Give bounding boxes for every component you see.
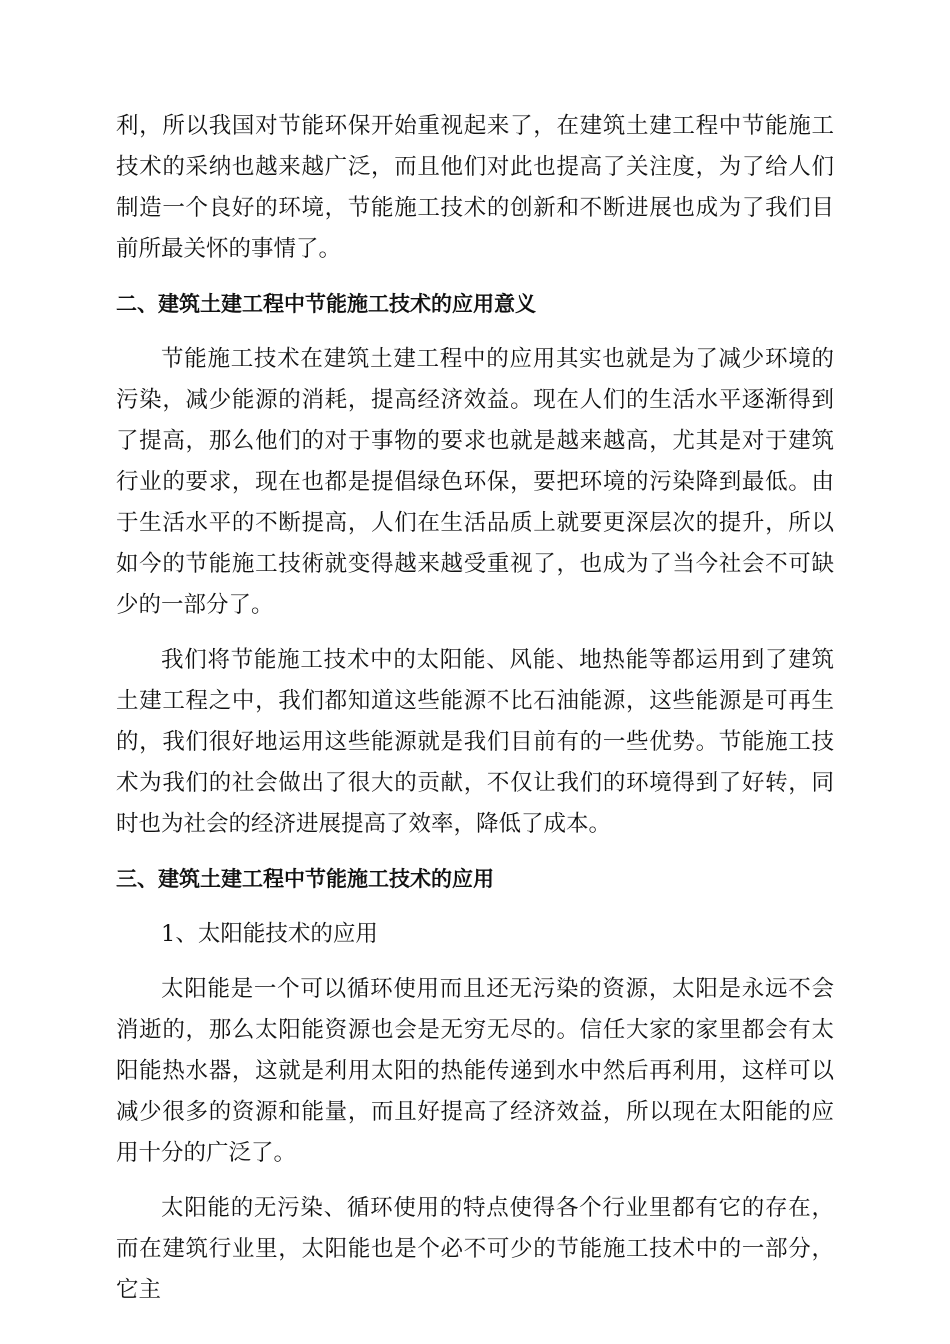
section-heading-3: 三、建筑土建工程中节能施工技术的应用 — [116, 867, 494, 891]
paragraph-solar-1: 太阳能是一个可以循环使用而且还无污染的资源，太阳是永远不会消逝的，那么太阳能资源也会是无穷无尽的。信任大家的家里都会有太阳能热水器，这就是利用太阳的热能传递到水中然后再利用，这样可以减少很多的资源和能量，而且好提高了经济效益，所以现在太阳能的应用十分的广泛了。 — [116, 976, 834, 1166]
paragraph-significance-2: 我们将节能施工技术中的太阳能、风能、地热能等都运用到了建筑土建工程之中，我们都知道这些能源不比石油能源，这些能源是可再生的，我们很好地运用这些能源就是我们目前有的一些优势。节能施工技术为我们的社会做出了很大的贡献，不仅让我们的环境得到了好转，同时也为社会的经济进展提高了效率，降低了成本。 — [116, 647, 834, 837]
document-page — [116, 106, 834, 1325]
paragraph-solar-2: 太阳能的无污染、循环使用的特点使得各个行业里都有它的存在，而在建筑行业里，太阳能也是个必不可少的节能施工技术中的一部分，它主 — [116, 1195, 834, 1303]
paragraph-significance-1: 节能施工技术在建筑土建工程中的应用其实也就是为了减少环境的污染，减少能源的消耗，提高经济效益。现在人们的生活水平逐渐得到了提高，那么他们的对于事物的要求也就是越来越高，尤其是对于建筑行业的要求，现在也都是提倡绿色环保，要把环境的污染降到最低。由于生活水平的不断提高，人们在生活品质上就要更深层次的提升，所以如今的节能施工技術就变得越来越受重视了，也成为了当今社会不可缺少的一部分了。 — [116, 346, 834, 618]
paragraph-intro-continued: 利，所以我国对节能环保开始重视起来了，在建筑土建工程中节能施工技术的采纳也越来越广泛，而且他们对此也提高了关注度，为了给人们制造一个良好的环境，节能施工技术的创新和不断进展也成为了我们目前所最关怀的事情了。 — [116, 113, 834, 262]
subsection-heading-solar: 1、太阳能技术的应用 — [161, 921, 378, 947]
section-heading-2: 二、建筑土建工程中节能施工技术的应用意义 — [116, 292, 536, 316]
